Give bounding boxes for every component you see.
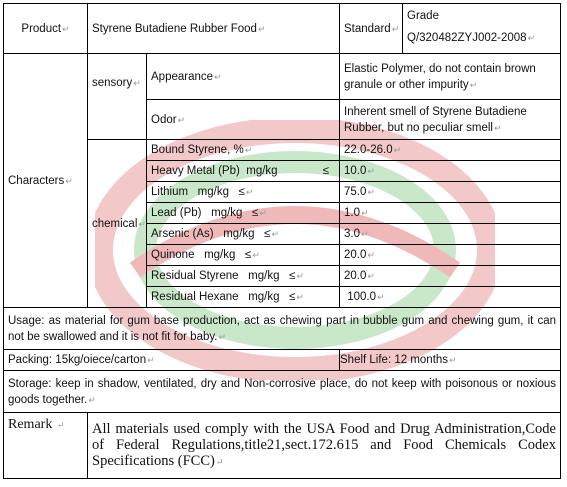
sensory-value-cell	[340, 54, 561, 100]
chemical-unit: mg/kg	[248, 291, 280, 303]
paragraph-mark: ↵	[367, 271, 375, 281]
chemical-op: ≤	[245, 249, 252, 261]
paragraph-mark: ↵	[252, 250, 260, 260]
remark-label-cell	[4, 413, 88, 479]
chemical-value: 3.0	[344, 228, 360, 240]
chemical-op: ≤	[289, 291, 296, 303]
chemical-name: Residual Styrene	[151, 270, 239, 282]
chemical-name-cell	[147, 266, 340, 287]
usage-text: Usage: as material for gum base production, act as chewing part in bubble gum and chewing gum, it can not be swallowed and it is not fit for baby.	[8, 314, 556, 343]
sensory-name-cell	[147, 100, 340, 140]
paragraph-mark: ↵	[215, 457, 224, 467]
chemical-name-cell	[147, 203, 340, 224]
paragraph-mark: ↵	[56, 420, 65, 430]
sensory-name: Appearance	[151, 70, 214, 83]
chemical-value: 20.0	[344, 249, 367, 261]
chemical-name-cell	[147, 182, 340, 203]
chemical-name: Heavy Metal (Pb)	[151, 165, 240, 177]
remark-text-cell	[88, 413, 561, 479]
product-value-cell	[88, 4, 340, 54]
paragraph-mark: ↵	[133, 77, 141, 88]
characters-label: Characters	[8, 174, 65, 187]
sensory-value: Elastic Polymer, do not contain brown granule or other impurity	[344, 62, 536, 91]
spec-table	[3, 3, 561, 479]
paragraph-mark: ↵	[65, 175, 73, 186]
product-label: Product	[21, 22, 62, 35]
paragraph-mark: ↵	[361, 208, 369, 218]
sensory-row-appearance	[4, 54, 561, 100]
paragraph-mark: ↵	[177, 114, 186, 125]
grade-cell	[403, 4, 561, 54]
paragraph-mark: ↵	[469, 79, 478, 90]
chemical-unit: mg/kg	[211, 207, 243, 219]
usage-cell	[4, 308, 561, 350]
paragraph-mark: ↵	[88, 394, 96, 405]
chemical-value: 10.0	[344, 165, 367, 177]
paragraph-mark: ↵	[449, 355, 457, 365]
chemical-name: Arsenic (As)	[151, 228, 214, 240]
remark-text: All materials used comply with the USA Food and Drug Administration,Code of Federal Regulations,title21,sect.172.615 and Food Chemicals Codex Specifications (FCC)	[92, 421, 556, 469]
chemical-name-cell	[147, 140, 340, 161]
shelf-life-text: Shelf Life: 12 months	[340, 354, 449, 366]
chemical-unit: mg/kg	[246, 165, 278, 177]
characters-label-cell	[4, 54, 88, 308]
chemical-unit: mg/kg	[248, 270, 280, 282]
chemical-value-cell	[340, 287, 561, 308]
chemical-name: Lead (Pb)	[151, 207, 202, 219]
chemical-name: Residual Hexane	[151, 291, 239, 303]
chemical-value-cell	[340, 161, 561, 182]
sensory-label: sensory	[92, 76, 133, 89]
chemical-value-cell	[340, 203, 561, 224]
chemical-name: Lithium	[151, 186, 189, 198]
grade-label: Grade	[407, 10, 439, 22]
chemical-name: Quinone	[151, 249, 195, 261]
chemical-name-cell	[147, 161, 340, 182]
paragraph-mark: ↵	[218, 331, 227, 342]
paragraph-mark: ↵	[493, 122, 502, 133]
paragraph-mark: ↵	[147, 355, 155, 365]
chemical-label: chemical	[92, 217, 138, 230]
chemical-label-cell	[88, 140, 147, 308]
paragraph-mark: ↵	[259, 208, 267, 218]
paragraph-mark: ↵	[296, 292, 304, 302]
chemical-value-cell	[340, 182, 561, 203]
remark-label: Remark	[8, 417, 53, 432]
chemical-op: ≤	[264, 228, 271, 240]
chemical-value-cell	[340, 224, 561, 245]
chemical-name-cell	[147, 287, 340, 308]
storage-text: Storage: keep in shadow, ventilated, dry and Non-corrosive place, do not keep with poisonous or noxious goods together.	[8, 377, 556, 406]
paragraph-mark: ↵	[527, 33, 536, 43]
paragraph-mark: ↵	[245, 187, 254, 197]
sensory-value-cell	[340, 100, 561, 140]
paragraph-mark: ↵	[361, 229, 369, 239]
product-value: Styrene Butadiene Rubber Food	[92, 22, 257, 35]
usage-row	[4, 308, 561, 350]
paragraph-mark: ↵	[376, 292, 385, 302]
paragraph-mark: ↵	[244, 145, 253, 155]
chemical-name-cell	[147, 224, 340, 245]
chemical-op: ≤	[238, 186, 245, 198]
standard-label-cell	[340, 4, 403, 54]
sensory-label-cell	[88, 54, 147, 140]
chemical-op: ≤	[289, 270, 296, 282]
sensory-value: Inherent smell of Styrene Butadiene Rubber, but no peculiar smell	[344, 105, 527, 134]
chemical-value: 100.0	[347, 291, 376, 303]
chemical-row	[4, 140, 561, 161]
paragraph-mark: ↵	[367, 166, 375, 176]
paragraph-mark: ↵	[391, 23, 400, 34]
paragraph-mark: ↵	[367, 187, 375, 197]
paragraph-mark: ↵	[296, 271, 304, 281]
chemical-value-cell	[340, 245, 561, 266]
paragraph-mark: ↵	[367, 250, 375, 260]
paragraph-mark: ↵	[257, 23, 266, 34]
chemical-value-cell	[340, 266, 561, 287]
remark-row	[4, 413, 561, 479]
chemical-unit: mg/kg	[204, 249, 236, 261]
paragraph-mark: ↵	[271, 229, 279, 239]
packing-text: Packing: 15kg/oiece/carton	[8, 354, 147, 366]
paragraph-mark: ↵	[214, 71, 222, 82]
sensory-name-cell	[147, 54, 340, 100]
chemical-unit: mg/kg	[197, 186, 229, 198]
chemical-op: ≤	[252, 207, 259, 219]
chemical-unit: mg/kg	[223, 228, 255, 240]
chemical-value: 1.0	[344, 207, 360, 219]
standard-label: Standard	[344, 22, 391, 35]
packing-row	[4, 350, 561, 371]
shelf-life-cell	[340, 350, 561, 371]
chemical-value-cell	[340, 140, 561, 161]
storage-row	[4, 371, 561, 413]
chemical-op: ≤	[322, 165, 329, 177]
header-row	[4, 4, 561, 54]
paragraph-mark: ↵	[138, 218, 146, 229]
chemical-name: Bound Styrene, %	[151, 144, 244, 156]
sensory-name: Odor	[151, 113, 177, 126]
chemical-value: 75.0	[344, 186, 367, 198]
packing-cell	[4, 350, 340, 371]
grade-value: Q/320482ZYJ002-2008	[407, 32, 527, 44]
chemical-value: 20.0	[344, 270, 367, 282]
storage-cell	[4, 371, 561, 413]
paragraph-mark: ↵	[62, 23, 70, 34]
chemical-name-cell	[147, 245, 340, 266]
chemical-value: 22.0-26.0	[344, 144, 393, 156]
product-label-cell	[4, 4, 88, 54]
paragraph-mark: ↵	[393, 145, 402, 155]
